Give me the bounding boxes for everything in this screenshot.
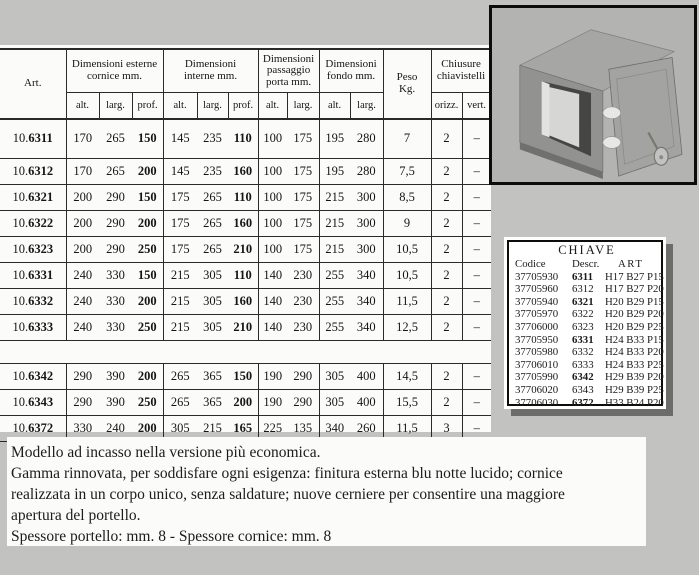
table-cell: 140 [258, 289, 287, 315]
table-cell: 215 [319, 237, 350, 263]
table-cell: 240 [66, 289, 99, 315]
description-line: Spessore portello: mm. 8 - Spessore cornice: mm. 8 [11, 528, 332, 545]
table-cell: 200 [132, 159, 163, 185]
table-cell: 235 [197, 119, 228, 159]
table-cell: 160 [228, 211, 258, 237]
table-cell: 175 [163, 211, 197, 237]
key-table-row [515, 295, 664, 309]
art-number: 10.6342 [0, 364, 66, 390]
table-cell: 260 [350, 416, 383, 442]
table-cell: 175 [163, 237, 197, 263]
table-cell: 160 [228, 159, 258, 185]
table-cell: 175 [287, 211, 319, 237]
table-cell: 200 [132, 416, 163, 442]
table-cell: 8,5 [383, 185, 431, 211]
table-cell: 12,5 [383, 315, 431, 341]
key-table-cell: 37706000 [515, 320, 559, 333]
table-cell: 195 [319, 159, 350, 185]
table-cell: – [462, 315, 491, 341]
table-cell: 215 [319, 211, 350, 237]
table-cell: 100 [258, 237, 287, 263]
table-cell: 2 [431, 211, 462, 237]
subcol-header: prof. [228, 93, 258, 120]
table-cell: – [462, 289, 491, 315]
table-cell: 240 [66, 263, 99, 289]
key-table-row [515, 283, 664, 296]
table-cell: – [462, 119, 491, 159]
subcol-header: alt. [66, 93, 99, 120]
key-table-cell: 37705950 [515, 333, 559, 346]
subcol-header: larg. [99, 93, 132, 120]
table-row [0, 119, 491, 159]
table-cell: 200 [66, 237, 99, 263]
subcol-header: vert. [462, 93, 491, 120]
table-cell: – [462, 159, 491, 185]
subcol-header: larg. [197, 93, 228, 120]
key-table-cell: 6323 [572, 320, 594, 333]
key-table-row [515, 308, 664, 321]
key-table-cell: 37705940 [515, 295, 559, 308]
table-cell: 200 [228, 390, 258, 416]
table-row [0, 211, 491, 237]
key-table-cell: 37705960 [515, 283, 559, 296]
table-cell: 195 [319, 119, 350, 159]
key-table-row [515, 333, 664, 347]
table-cell: 150 [132, 263, 163, 289]
key-table-cell: 37705990 [515, 371, 559, 384]
table-cell: 290 [99, 237, 132, 263]
weight-header: Peso Kg. [383, 49, 431, 119]
spacer-cell [0, 341, 491, 364]
table-cell: 110 [228, 185, 258, 211]
art-number: 10.6321 [0, 185, 66, 211]
table-cell: 200 [66, 211, 99, 237]
door-passage-dimensions-header: Dimensioni passaggio porta mm. [258, 49, 319, 93]
table-cell: 265 [163, 364, 197, 390]
table-cell: 7,5 [383, 159, 431, 185]
table-cell: – [462, 185, 491, 211]
table-cell: 210 [228, 315, 258, 341]
table-cell: 2 [431, 315, 462, 341]
table-cell: 340 [350, 315, 383, 341]
table-cell: 14,5 [383, 364, 431, 390]
table-cell: 305 [163, 416, 197, 442]
table-cell: 330 [99, 289, 132, 315]
table-cell: 300 [350, 185, 383, 211]
table-cell: 290 [66, 390, 99, 416]
table-cell: 100 [258, 119, 287, 159]
key-table-cell: 6333 [572, 358, 594, 371]
table-cell: 305 [319, 390, 350, 416]
art-header: ART [618, 258, 644, 270]
table-cell: 2 [431, 159, 462, 185]
art-number: 10.6322 [0, 211, 66, 237]
table-cell: 250 [132, 315, 163, 341]
table-cell: 290 [99, 211, 132, 237]
table-cell: 215 [319, 185, 350, 211]
table-cell: 170 [66, 119, 99, 159]
table-cell: 190 [258, 364, 287, 390]
table-cell: 330 [99, 315, 132, 341]
table-cell: – [462, 390, 491, 416]
table-cell: 365 [197, 364, 228, 390]
table-cell: 265 [197, 185, 228, 211]
table-cell: – [462, 364, 491, 390]
key-table-cell: 6331 [572, 333, 594, 346]
table-row [0, 263, 491, 289]
description-line: Modello ad incasso nella versione più economica. [11, 444, 321, 461]
table-cell: 230 [287, 315, 319, 341]
art-number: 10.6312 [0, 159, 66, 185]
table-cell: 145 [163, 159, 197, 185]
external-dimensions-header: Dimensioni esterne cornice mm. [66, 49, 163, 93]
key-table-row [515, 358, 664, 372]
key-table [507, 240, 664, 409]
descr-header: Descr. [572, 258, 600, 270]
table-cell: 400 [350, 364, 383, 390]
table-cell: 2 [431, 263, 462, 289]
key-table-cell: H24 B33 P25 [605, 358, 664, 371]
table-cell: 265 [197, 211, 228, 237]
table-spacer-row [0, 341, 491, 364]
table-cell: 250 [132, 237, 163, 263]
key-table-cell: H20 B29 P20 [605, 308, 664, 321]
table-cell: 100 [258, 211, 287, 237]
table-cell: 330 [66, 416, 99, 442]
bottom-dimensions-header: Dimensioni fondo mm. [319, 49, 383, 93]
key-table-cell: 6342 [572, 371, 594, 384]
description-line: realizzata in un corpo unico, senza saldature; nuove cerniere per consentire una maggiore [11, 486, 565, 503]
subcol-header: alt. [319, 93, 350, 120]
table-cell: 265 [99, 119, 132, 159]
table-cell: 305 [197, 289, 228, 315]
table-cell: 3 [431, 416, 462, 442]
table-cell: 140 [258, 315, 287, 341]
table-cell: 250 [132, 390, 163, 416]
bolts-header: Chiusure chiavistelli [431, 49, 491, 93]
table-cell: 330 [99, 263, 132, 289]
table-cell: 290 [66, 364, 99, 390]
table-cell: 2 [431, 185, 462, 211]
safe-photo [489, 5, 697, 185]
key-table-cell: H17 B27 P20 [605, 283, 664, 296]
table-cell: 200 [66, 185, 99, 211]
table-cell: 200 [132, 289, 163, 315]
subcol-header: larg. [287, 93, 319, 120]
table-cell: 200 [132, 211, 163, 237]
table-cell: 190 [258, 390, 287, 416]
key-table-cell: H33 B24 P20 [605, 396, 664, 409]
product-description [7, 437, 646, 546]
key-table-cell: H17 B27 P15 [605, 270, 664, 283]
table-cell: 165 [228, 416, 258, 442]
table-cell: 10,5 [383, 237, 431, 263]
table-cell: – [462, 211, 491, 237]
table-cell: 300 [350, 211, 383, 237]
key-table-cell: H20 B29 P15 [605, 295, 664, 308]
table-cell: 7 [383, 119, 431, 159]
table-cell: 265 [163, 390, 197, 416]
description-line: Gamma rinnovata, per soddisfare ogni esigenza: finitura esterna blu notte lucido; cornice [11, 465, 563, 482]
table-cell: 340 [350, 289, 383, 315]
key-table-row [515, 371, 664, 384]
table-cell: 175 [163, 185, 197, 211]
subcol-header: alt. [258, 93, 287, 120]
table-cell: 290 [287, 390, 319, 416]
table-cell: 2 [431, 289, 462, 315]
table-cell: 400 [350, 390, 383, 416]
key-table-cell: 6343 [572, 383, 594, 396]
table-cell: 280 [350, 119, 383, 159]
table-cell: 210 [228, 237, 258, 263]
key-table-cell: 37706010 [515, 358, 559, 371]
internal-dimensions-header: Dimensioni interne mm. [163, 49, 258, 93]
table-row [0, 390, 491, 416]
table-row [0, 289, 491, 315]
table-cell: 175 [287, 185, 319, 211]
table-cell: 145 [163, 119, 197, 159]
art-number: 10.6331 [0, 263, 66, 289]
key-table-row [515, 270, 664, 284]
table-cell: 215 [163, 263, 197, 289]
key-table-row [515, 383, 664, 397]
key-table-cell: 37706020 [515, 383, 559, 396]
table-cell: – [462, 263, 491, 289]
key-table-cell: 6321 [572, 295, 594, 308]
table-cell: 305 [197, 315, 228, 341]
table-cell: 175 [287, 159, 319, 185]
table-row [0, 237, 491, 263]
art-number: 10.6323 [0, 237, 66, 263]
table-cell: 365 [197, 390, 228, 416]
table-cell: 160 [228, 289, 258, 315]
table-cell: 9 [383, 211, 431, 237]
table-cell: 11,5 [383, 289, 431, 315]
table-cell: 110 [228, 119, 258, 159]
table-cell: – [462, 416, 491, 442]
description-line: apertura del portello. [11, 507, 141, 524]
table-group-header-row [0, 49, 491, 93]
key-table-cell: 37705980 [515, 346, 559, 359]
table-cell: 215 [163, 315, 197, 341]
safe-illustration [492, 8, 694, 182]
subcol-header: orizz. [431, 93, 462, 120]
table-cell: 255 [319, 289, 350, 315]
table-cell: 135 [287, 416, 319, 442]
table-cell: 2 [431, 364, 462, 390]
art-number: 10.6372 [0, 416, 66, 442]
key-table-cell: 6332 [572, 346, 594, 359]
key-table-row [515, 346, 664, 359]
table-cell: 150 [132, 119, 163, 159]
table-cell: 200 [132, 364, 163, 390]
key-table-cell: 6372 [572, 396, 594, 409]
table-cell: 215 [163, 289, 197, 315]
key-table-cell: H29 B39 P20 [605, 371, 664, 384]
table-cell: 340 [319, 416, 350, 442]
table-cell: 150 [132, 185, 163, 211]
table-cell: 230 [287, 263, 319, 289]
key-table-cell: 37706030 [515, 396, 559, 409]
table-cell: 175 [287, 119, 319, 159]
key-table-header-row [515, 258, 659, 271]
key-table-cell: 37705930 [515, 270, 559, 283]
table-cell: 305 [197, 263, 228, 289]
key-table-cell: 6322 [572, 308, 594, 321]
art-number: 10.6332 [0, 289, 66, 315]
table-cell: 140 [258, 263, 287, 289]
art-column-header: Art. [0, 49, 66, 119]
table-cell: 235 [197, 159, 228, 185]
table-cell: 265 [197, 237, 228, 263]
table-cell: 100 [258, 159, 287, 185]
table-cell: 390 [99, 364, 132, 390]
table-cell: 390 [99, 390, 132, 416]
table-cell: 10,5 [383, 263, 431, 289]
table-cell: 150 [228, 364, 258, 390]
catalog-table-paper [0, 45, 491, 435]
table-cell: 215 [197, 416, 228, 442]
table-cell: 265 [99, 159, 132, 185]
table-cell: 2 [431, 119, 462, 159]
subcol-header: larg. [350, 93, 383, 120]
table-cell: 240 [66, 315, 99, 341]
art-number: 10.6333 [0, 315, 66, 341]
table-cell: 15,5 [383, 390, 431, 416]
key-table-box [504, 237, 666, 409]
table-row [0, 315, 491, 341]
table-cell: 280 [350, 159, 383, 185]
table-cell: 2 [431, 237, 462, 263]
key-table-row [515, 320, 664, 334]
table-cell: 290 [287, 364, 319, 390]
table-cell: 340 [350, 263, 383, 289]
art-number: 10.6343 [0, 390, 66, 416]
table-cell: 11,5 [383, 416, 431, 442]
codice-header: Codice [515, 258, 546, 270]
table-row [0, 159, 491, 185]
key-table-cell: 6312 [572, 283, 594, 296]
key-table-cell: H24 B33 P20 [605, 346, 664, 359]
key-table-cell: H24 B33 P15 [605, 333, 664, 346]
subcol-header: alt. [163, 93, 197, 120]
dimensions-table [0, 48, 492, 442]
table-cell: – [462, 237, 491, 263]
table-cell: 305 [319, 364, 350, 390]
key-table-title: CHIAVE [558, 243, 616, 257]
table-cell: 255 [319, 315, 350, 341]
table-cell: 240 [99, 416, 132, 442]
table-cell: 175 [287, 237, 319, 263]
table-cell: 300 [350, 237, 383, 263]
key-table-cell: 6311 [572, 270, 593, 283]
table-cell: 110 [228, 263, 258, 289]
art-number: 10.6311 [0, 119, 66, 159]
table-cell: 170 [66, 159, 99, 185]
table-cell: 225 [258, 416, 287, 442]
table-row [0, 364, 491, 390]
table-cell: 100 [258, 185, 287, 211]
table-cell: 290 [99, 185, 132, 211]
table-row [0, 185, 491, 211]
key-table-cell: H20 B29 P25 [605, 320, 664, 333]
table-cell: 230 [287, 289, 319, 315]
key-table-cell: H29 B39 P25 [605, 383, 664, 396]
table-cell: 2 [431, 390, 462, 416]
table-cell: 255 [319, 263, 350, 289]
key-table-row [515, 396, 664, 410]
subcol-header: prof. [132, 93, 163, 120]
key-table-cell: 37705970 [515, 308, 559, 321]
